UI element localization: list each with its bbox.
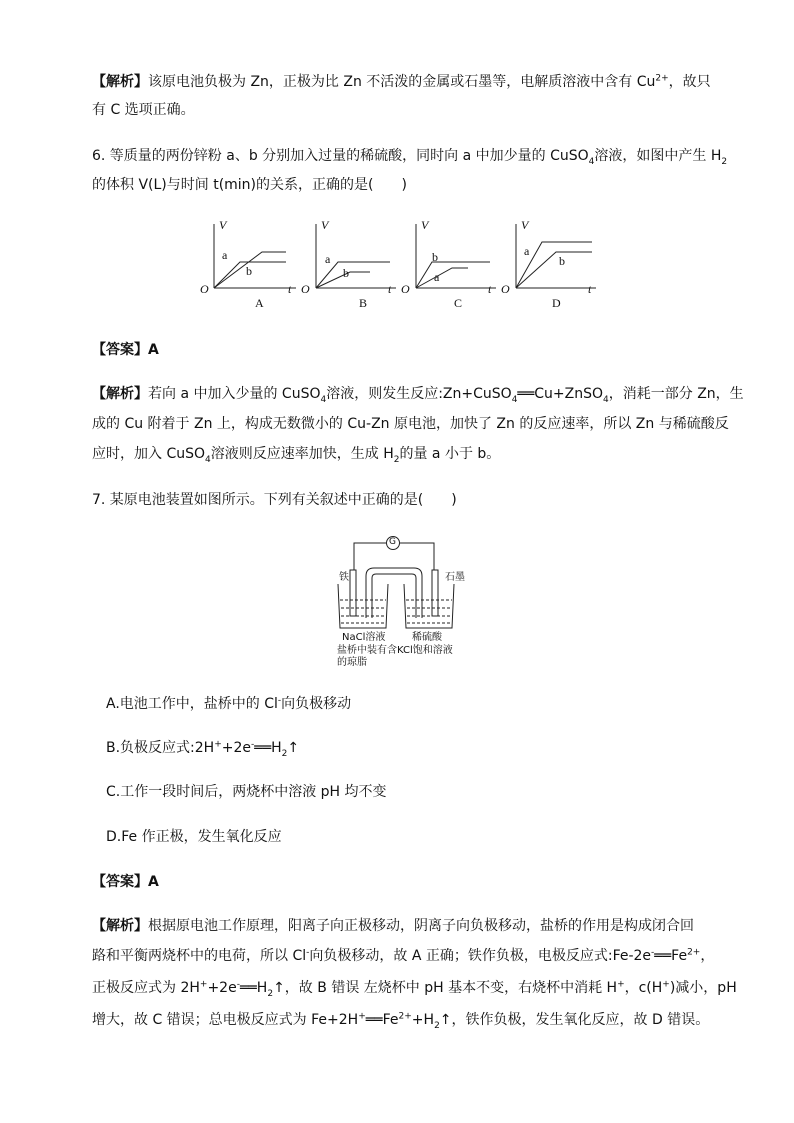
question-7-line1 xyxy=(92,490,457,510)
answer-value: A xyxy=(148,342,159,358)
sup: 2+ xyxy=(398,1011,412,1022)
text: +2e xyxy=(207,980,237,996)
text: ，故只 xyxy=(668,74,711,90)
text: ，c(H xyxy=(624,980,663,996)
origin-label: O xyxy=(401,282,410,296)
axis-t-label: t xyxy=(388,282,392,296)
axis-v-label: V xyxy=(219,218,227,232)
analysis-7-line4 xyxy=(92,1010,709,1030)
sup: 2+ xyxy=(655,73,669,84)
text: )减小，pH xyxy=(669,980,737,996)
question-6-line1 xyxy=(92,146,727,166)
graph-letter: A xyxy=(255,296,264,310)
sup: - xyxy=(236,979,240,990)
axis-t-label: t xyxy=(488,282,492,296)
axis-t-label: t xyxy=(588,282,592,296)
question-6-line2 xyxy=(92,175,407,195)
graph-letter: D xyxy=(552,296,561,310)
text: B.负极反应式:2H xyxy=(106,740,215,756)
text: 向负极移动，故 A 正确；铁作负极，电极反应式:Fe-2e xyxy=(309,948,652,964)
graph-letter: C xyxy=(454,296,463,310)
answer-value: A xyxy=(148,874,159,890)
analysis-6-line2 xyxy=(92,414,729,434)
sup: + xyxy=(214,739,222,750)
left-solution-label: NaCl溶液 xyxy=(342,632,386,643)
curve-label: a xyxy=(222,248,228,262)
analysis-6-line3 xyxy=(92,444,500,464)
analysis-prev-line1 xyxy=(92,72,711,92)
text: 溶液，则发生反应:Zn+CuSO xyxy=(326,386,512,402)
analysis-7-line2 xyxy=(92,946,714,966)
text: A.电池工作中，盐桥中的 Cl xyxy=(106,696,278,712)
text: D.Fe 作正极，发生氧化反应 xyxy=(106,829,282,845)
sup: + xyxy=(199,979,208,990)
sup: 2+ xyxy=(687,947,701,958)
text: ↑，铁作负极，发生氧化反应，故 D 错误。 xyxy=(439,1012,710,1028)
origin-label: O xyxy=(301,282,310,296)
text: 6. 等质量的两份锌粉 a、b 分别加入过量的稀硫酸，同时向 a 中加少量的 CuSO xyxy=(92,148,589,164)
sub: 4 xyxy=(603,394,609,405)
analysis-prev-line2 xyxy=(92,100,195,120)
graph-c-curve-1 xyxy=(416,262,490,288)
sup: + xyxy=(662,979,670,990)
graph-c-axes xyxy=(416,224,496,288)
sup: + xyxy=(358,1011,366,1022)
text: +2e xyxy=(221,740,252,756)
left-beaker xyxy=(338,584,388,628)
sup: - xyxy=(251,739,255,750)
axis-v-label: V xyxy=(521,218,529,232)
text: 7. 某原电池装置如图所示。下列有关叙述中正确的是( ) xyxy=(92,492,457,508)
graph-c-curve-2 xyxy=(416,268,468,288)
text: ══Fe xyxy=(365,1012,399,1028)
text: ══Fe xyxy=(654,948,688,964)
figure-caption-line2: 的琼脂 xyxy=(337,657,367,668)
text: ══H xyxy=(254,740,282,756)
text: 成的 Cu 附着于 Zn 上，构成无数微小的 Cu-Zn 原电池，加快了 Zn 的反应速率，所以 Zn 与稀硫酸反 xyxy=(92,416,729,432)
graphite-electrode xyxy=(432,570,438,616)
sub: 2 xyxy=(434,1020,440,1031)
curve-label: b xyxy=(432,250,438,264)
text: 正极反应式为 2H xyxy=(92,980,200,996)
text: 应时，加入 CuSO xyxy=(92,446,206,462)
salt-bridge-inner xyxy=(372,574,416,618)
origin-label: O xyxy=(200,282,209,296)
right-solution-label: 稀硫酸 xyxy=(412,632,442,643)
sub: 4 xyxy=(588,156,595,167)
text: 溶液，如图中产生 H xyxy=(594,148,722,164)
text: 的体积 V(L)与时间 t(min)的关系，正确的是( ) xyxy=(92,177,407,193)
sup: - xyxy=(651,947,655,958)
curve-label: a xyxy=(325,252,331,266)
curve-label: b xyxy=(559,254,565,268)
text: ══Cu+ZnSO xyxy=(517,386,604,402)
curve-label: a xyxy=(434,270,440,284)
analysis-tag: 【解析】 xyxy=(92,918,148,934)
analysis-7-line1 xyxy=(92,916,694,936)
text: 有 C 选项正确。 xyxy=(92,102,195,118)
sub: 2 xyxy=(721,156,728,167)
answer-6 xyxy=(92,340,159,360)
text: 的量 a 小于 b。 xyxy=(399,446,501,462)
text: ↑ xyxy=(287,740,300,756)
text: 该原电池负极为 Zn，正极为比 Zn 不活泼的金属或石墨等，电解质溶液中含有 Cu xyxy=(148,74,656,90)
text: ，消耗一部分 Zn，生 xyxy=(608,386,744,402)
text: ══H xyxy=(239,980,268,996)
sup: - xyxy=(306,947,310,958)
sub: 2 xyxy=(281,748,288,759)
text: 增大，故 C 错误；总电极反应式为 Fe+2H xyxy=(92,1012,359,1028)
graph-letter: B xyxy=(359,296,368,310)
text: 向负极移动 xyxy=(281,696,352,712)
wire xyxy=(400,543,434,570)
option-d[interactable] xyxy=(106,827,282,847)
answer-7 xyxy=(92,872,159,892)
sub: 2 xyxy=(393,454,400,465)
battery-diagram xyxy=(330,532,470,634)
right-electrode-label: 石墨 xyxy=(445,572,465,583)
text: 若向 a 中加入少量的 CuSO xyxy=(148,386,321,402)
galvanometer-label: G xyxy=(389,537,396,547)
option-b[interactable] xyxy=(106,738,299,758)
axis-v-label: V xyxy=(421,218,429,232)
answer-tag: 【答案】 xyxy=(92,342,148,358)
right-beaker xyxy=(404,584,454,628)
curve-label: a xyxy=(524,244,530,258)
axis-v-label: V xyxy=(321,218,329,232)
analysis-tag: 【解析】 xyxy=(92,74,148,90)
iron-electrode xyxy=(350,570,356,616)
analysis-6-line1 xyxy=(92,384,744,404)
text: 溶液则反应速率加快，生成 H xyxy=(210,446,394,462)
left-electrode-label: 铁 xyxy=(339,572,349,583)
curve-label: b xyxy=(246,264,252,278)
sup: - xyxy=(277,695,282,706)
curve-label: b xyxy=(343,266,349,280)
wire xyxy=(354,543,386,570)
text: +H xyxy=(411,1012,435,1028)
sup: + xyxy=(617,979,625,990)
text: 根据原电池工作原理，阳离子向正极移动，阴离子向负极移动，盐桥的作用是构成闭合回 xyxy=(148,918,694,934)
text: ↑，故 B 错误 左烧杯中 pH 基本不变，右烧杯中消耗 H xyxy=(273,980,618,996)
sub: 2 xyxy=(267,988,274,999)
option-a[interactable] xyxy=(106,694,351,714)
sub: 4 xyxy=(205,454,211,465)
option-c[interactable] xyxy=(106,782,387,802)
sub: 4 xyxy=(511,394,518,405)
text: 路和平衡两烧杯中的电荷，所以 Cl xyxy=(92,948,307,964)
analysis-tag: 【解析】 xyxy=(92,386,148,402)
origin-label: O xyxy=(501,282,510,296)
sub: 4 xyxy=(320,394,327,405)
analysis-7-line3 xyxy=(92,978,737,998)
axis-t-label: t xyxy=(288,282,292,296)
text: C.工作一段时间后，两烧杯中溶液 pH 均不变 xyxy=(106,784,387,800)
figure-caption-line1: 盐桥中装有含KCl饱和溶液 xyxy=(337,645,453,656)
text: ， xyxy=(700,948,715,964)
answer-tag: 【答案】 xyxy=(92,874,148,890)
salt-bridge xyxy=(366,568,422,618)
